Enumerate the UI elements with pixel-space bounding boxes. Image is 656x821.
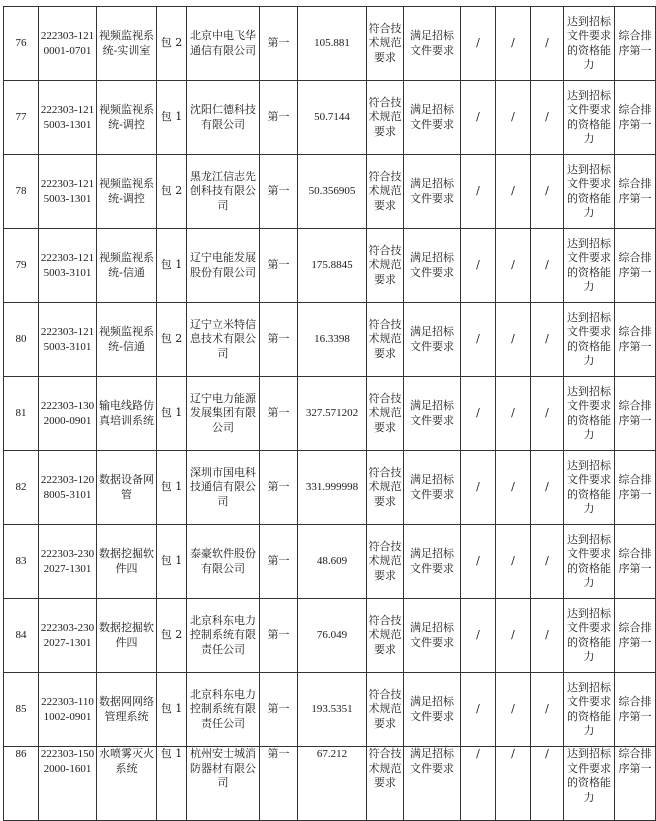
blank-cell: / [531, 525, 564, 599]
document-compliance: 满足招标文件要求 [404, 599, 461, 673]
ranking: 第一 [260, 81, 298, 155]
blank-cell: / [461, 525, 496, 599]
qualification: 达到招标文件要求的资格能力 [564, 525, 615, 599]
table-row [4, 81, 656, 155]
project-code: 222303-2302027-1301 [39, 525, 97, 599]
ranking: 第一 [260, 155, 298, 229]
evaluation-method: 综合排序第一 [615, 7, 656, 81]
qualification: 达到招标文件要求的资格能力 [564, 303, 615, 377]
project-code: 222303-1215003-1301 [39, 81, 97, 155]
winning-company: 杭州安士城消防器材有限公司 [187, 747, 260, 821]
blank-cell: / [496, 525, 531, 599]
project-name: 数据挖掘软件四 [97, 525, 157, 599]
row-number: 77 [4, 81, 39, 155]
winning-company: 辽宁电力能源发展集团有限公司 [187, 377, 260, 451]
technical-compliance: 符合技术规范要求 [367, 303, 404, 377]
blank-cell: / [531, 599, 564, 673]
project-name: 视频监视系统-调控 [97, 155, 157, 229]
technical-compliance: 符合技术规范要求 [367, 599, 404, 673]
blank-cell: / [496, 155, 531, 229]
project-code: 222303-2302027-1301 [39, 599, 97, 673]
blank-cell: / [461, 7, 496, 81]
blank-cell: / [531, 747, 564, 821]
document-compliance: 满足招标文件要求 [404, 451, 461, 525]
lot-number: 包 1 [157, 673, 187, 747]
blank-cell: / [461, 599, 496, 673]
table-row [4, 525, 656, 599]
evaluation-method: 综合排序第一 [615, 747, 656, 821]
ranking: 第一 [260, 747, 298, 821]
evaluation-method: 综合排序第一 [615, 377, 656, 451]
row-number: 80 [4, 303, 39, 377]
bid-price: 16.3398 [298, 303, 367, 377]
winning-company: 黑龙江信志先创科技有限公司 [187, 155, 260, 229]
blank-cell: / [496, 7, 531, 81]
project-name: 视频监视系统-信通 [97, 229, 157, 303]
blank-cell: / [496, 599, 531, 673]
project-code: 222303-1208005-3101 [39, 451, 97, 525]
blank-cell: / [531, 673, 564, 747]
project-code: 222303-1101002-0901 [39, 673, 97, 747]
blank-cell: / [461, 155, 496, 229]
bid-price: 175.8845 [298, 229, 367, 303]
bid-price: 48.609 [298, 525, 367, 599]
evaluation-method: 综合排序第一 [615, 81, 656, 155]
technical-compliance: 符合技术规范要求 [367, 81, 404, 155]
bid-price: 193.5351 [298, 673, 367, 747]
table-row [4, 673, 656, 747]
blank-cell: / [461, 673, 496, 747]
document-compliance: 满足招标文件要求 [404, 7, 461, 81]
row-number: 82 [4, 451, 39, 525]
row-number: 84 [4, 599, 39, 673]
lot-number: 包 1 [157, 525, 187, 599]
project-name: 视频监视系统-调控 [97, 81, 157, 155]
technical-compliance: 符合技术规范要求 [367, 7, 404, 81]
winning-company: 辽宁电能发展股份有限公司 [187, 229, 260, 303]
table-row [4, 155, 656, 229]
winning-company: 北京科东电力控制系统有限责任公司 [187, 599, 260, 673]
project-code: 222303-1302000-0901 [39, 377, 97, 451]
blank-cell: / [461, 451, 496, 525]
project-code: 222303-1215003-1301 [39, 155, 97, 229]
technical-compliance: 符合技术规范要求 [367, 377, 404, 451]
table-row [4, 599, 656, 673]
blank-cell: / [461, 377, 496, 451]
winning-company: 沈阳仁德科技有限公司 [187, 81, 260, 155]
project-code: 222303-1215003-3101 [39, 229, 97, 303]
document-compliance: 满足招标文件要求 [404, 303, 461, 377]
qualification: 达到招标文件要求的资格能力 [564, 155, 615, 229]
blank-cell: / [461, 303, 496, 377]
table-row [4, 747, 656, 821]
bid-results-table [3, 6, 656, 821]
ranking: 第一 [260, 7, 298, 81]
project-name: 数据挖掘软件四 [97, 599, 157, 673]
winning-company: 辽宁立米特信息技术有限公司 [187, 303, 260, 377]
project-name: 数据设备网管 [97, 451, 157, 525]
winning-company: 深圳市国电科技通信有限公司 [187, 451, 260, 525]
technical-compliance: 符合技术规范要求 [367, 525, 404, 599]
bid-price: 50.7144 [298, 81, 367, 155]
document-compliance: 满足招标文件要求 [404, 81, 461, 155]
blank-cell: / [531, 229, 564, 303]
blank-cell: / [496, 303, 531, 377]
blank-cell: / [496, 673, 531, 747]
project-name: 视频监视系统-实训室 [97, 7, 157, 81]
evaluation-method: 综合排序第一 [615, 599, 656, 673]
technical-compliance: 符合技术规范要求 [367, 155, 404, 229]
table-row [4, 229, 656, 303]
evaluation-method: 综合排序第一 [615, 673, 656, 747]
blank-cell: / [461, 81, 496, 155]
document-compliance: 满足招标文件要求 [404, 673, 461, 747]
lot-number: 包 1 [157, 451, 187, 525]
bid-price: 67.212 [298, 747, 367, 821]
document-compliance: 满足招标文件要求 [404, 747, 461, 821]
blank-cell: / [531, 81, 564, 155]
document-compliance: 满足招标文件要求 [404, 525, 461, 599]
evaluation-method: 综合排序第一 [615, 451, 656, 525]
evaluation-method: 综合排序第一 [615, 229, 656, 303]
project-name: 水喷雾灭火系统 [97, 747, 157, 821]
qualification: 达到招标文件要求的资格能力 [564, 451, 615, 525]
lot-number: 包 1 [157, 377, 187, 451]
ranking: 第一 [260, 377, 298, 451]
blank-cell: / [531, 377, 564, 451]
blank-cell: / [496, 377, 531, 451]
ranking: 第一 [260, 599, 298, 673]
document-compliance: 满足招标文件要求 [404, 229, 461, 303]
row-number: 81 [4, 377, 39, 451]
technical-compliance: 符合技术规范要求 [367, 673, 404, 747]
blank-cell: / [531, 451, 564, 525]
blank-cell: / [496, 747, 531, 821]
winning-company: 北京中电飞华通信有限公司 [187, 7, 260, 81]
table-row [4, 7, 656, 81]
project-name: 视频监视系统-信通 [97, 303, 157, 377]
bid-price: 105.881 [298, 7, 367, 81]
qualification: 达到招标文件要求的资格能力 [564, 7, 615, 81]
blank-cell: / [461, 747, 496, 821]
lot-number: 包 1 [157, 81, 187, 155]
project-code: 222303-1502000-1601 [39, 747, 97, 821]
bid-price: 76.049 [298, 599, 367, 673]
bid-price: 331.999998 [298, 451, 367, 525]
lot-number: 包 1 [157, 229, 187, 303]
qualification: 达到招标文件要求的资格能力 [564, 229, 615, 303]
winning-company: 泰豪软件股份有限公司 [187, 525, 260, 599]
lot-number: 包 1 [157, 747, 187, 821]
blank-cell: / [496, 229, 531, 303]
ranking: 第一 [260, 673, 298, 747]
blank-cell: / [461, 229, 496, 303]
table-row [4, 303, 656, 377]
lot-number: 包 2 [157, 155, 187, 229]
row-number: 78 [4, 155, 39, 229]
row-number: 76 [4, 7, 39, 81]
row-number: 83 [4, 525, 39, 599]
evaluation-method: 综合排序第一 [615, 525, 656, 599]
technical-compliance: 符合技术规范要求 [367, 229, 404, 303]
bid-price: 50.356905 [298, 155, 367, 229]
bid-price: 327.571202 [298, 377, 367, 451]
table-row [4, 451, 656, 525]
evaluation-method: 综合排序第一 [615, 303, 656, 377]
blank-cell: / [496, 81, 531, 155]
table-row [4, 377, 656, 451]
lot-number: 包 2 [157, 303, 187, 377]
blank-cell: / [531, 7, 564, 81]
ranking: 第一 [260, 451, 298, 525]
technical-compliance: 符合技术规范要求 [367, 451, 404, 525]
ranking: 第一 [260, 525, 298, 599]
qualification: 达到招标文件要求的资格能力 [564, 599, 615, 673]
lot-number: 包 2 [157, 7, 187, 81]
ranking: 第一 [260, 303, 298, 377]
qualification: 达到招标文件要求的资格能力 [564, 377, 615, 451]
row-number: 86 [4, 747, 39, 821]
document-compliance: 满足招标文件要求 [404, 155, 461, 229]
lot-number: 包 2 [157, 599, 187, 673]
project-code: 222303-1210001-0701 [39, 7, 97, 81]
blank-cell: / [531, 155, 564, 229]
qualification: 达到招标文件要求的资格能力 [564, 81, 615, 155]
blank-cell: / [531, 303, 564, 377]
ranking: 第一 [260, 229, 298, 303]
blank-cell: / [496, 451, 531, 525]
evaluation-method: 综合排序第一 [615, 155, 656, 229]
project-code: 222303-1215003-3101 [39, 303, 97, 377]
qualification: 达到招标文件要求的资格能力 [564, 673, 615, 747]
project-name: 数据网网络管理系统 [97, 673, 157, 747]
document-compliance: 满足招标文件要求 [404, 377, 461, 451]
row-number: 79 [4, 229, 39, 303]
row-number: 85 [4, 673, 39, 747]
technical-compliance: 符合技术规范要求 [367, 747, 404, 821]
winning-company: 北京科东电力控制系统有限责任公司 [187, 673, 260, 747]
project-name: 输电线路仿真培训系统 [97, 377, 157, 451]
qualification: 达到招标文件要求的资格能力 [564, 747, 615, 821]
